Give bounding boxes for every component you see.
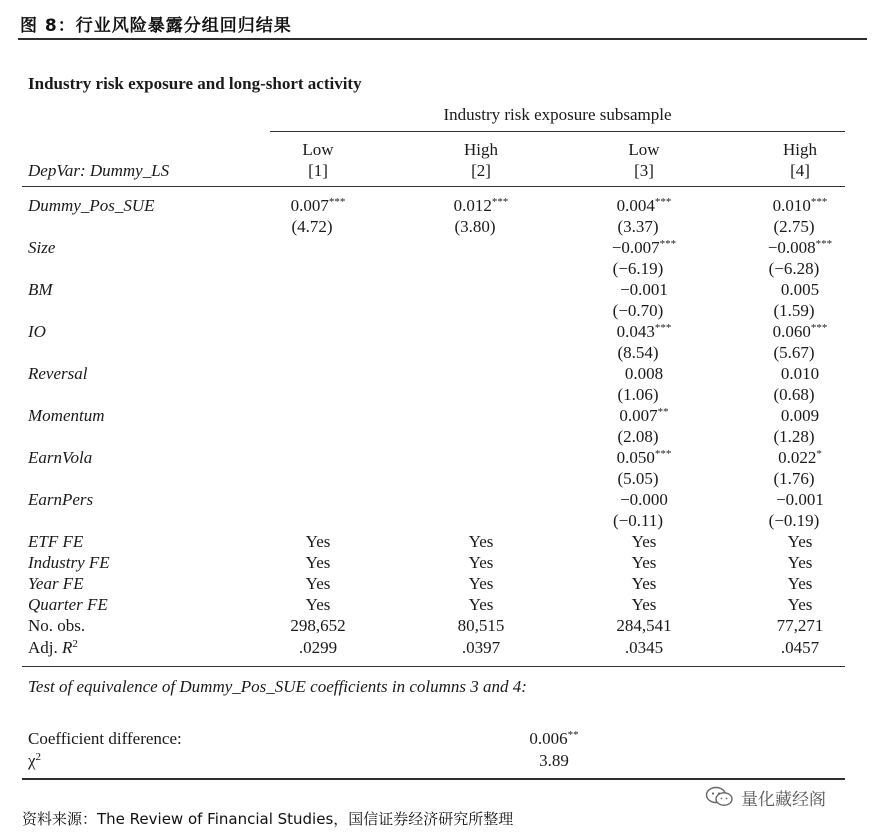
- fixed-effect-name: ETF FE: [28, 532, 84, 551]
- variable-name: Momentum: [28, 406, 105, 425]
- variable-name: Size: [28, 238, 56, 257]
- fixed-effect-value: Yes: [631, 595, 657, 614]
- figure-header: [0, 0, 885, 40]
- test-row-value: 0.006**: [529, 729, 579, 748]
- t-stat-value: (2.08): [617, 427, 659, 446]
- variable-name: Dummy_Pos_SUE: [28, 196, 155, 215]
- t-stat-value: (−0.70): [612, 301, 664, 320]
- source-note: 资料来源：The Review of Financial Studies，国信证券经济研究所整理: [22, 810, 514, 828]
- fixed-effect-value: Yes: [468, 532, 494, 551]
- fixed-effect-value: Yes: [787, 532, 813, 551]
- variable-name: EarnPers: [28, 490, 94, 509]
- dep-var-label: DepVar: Dummy_LS: [28, 161, 170, 180]
- figure-title: 图 8：行业风险暴露分组回归结果: [20, 16, 292, 36]
- t-stat-value: (8.54): [617, 343, 659, 362]
- stat-value: 80,515: [457, 616, 505, 635]
- test-title: Test of equivalence of Dummy_Pos_SUE coefficients in columns 3 and 4:: [28, 677, 527, 696]
- coefficient-value: 0.005: [780, 280, 820, 299]
- t-stat-value: (1.28): [773, 427, 815, 446]
- fixed-effect-value: Yes: [787, 574, 813, 593]
- t-stat-value: (−0.11): [612, 511, 664, 530]
- t-stat-value: (2.75): [773, 217, 815, 236]
- coefficient-value: −0.001: [620, 280, 668, 299]
- stat-value: .0397: [461, 638, 501, 657]
- watermark-text: 量化藏经阁: [741, 789, 826, 810]
- fixed-effect-name: Year FE: [28, 574, 84, 593]
- column-label: High: [464, 140, 498, 159]
- stat-value: 77,271: [776, 616, 824, 635]
- fixed-effect-value: Yes: [468, 553, 494, 572]
- variable-name: Reversal: [28, 364, 88, 383]
- wechat-icon: [705, 786, 735, 808]
- header-rule: [18, 38, 867, 40]
- stat-value: 284,541: [616, 616, 672, 635]
- coefficient-value: 0.007**: [619, 406, 669, 425]
- coefficient-value: 0.060***: [772, 322, 828, 341]
- fixed-effect-value: Yes: [631, 553, 657, 572]
- test-row-name: Coefficient difference:: [28, 729, 182, 748]
- fixed-effect-value: Yes: [305, 574, 331, 593]
- t-stat-value: (1.06): [617, 385, 659, 404]
- fixed-effect-value: Yes: [305, 532, 331, 551]
- stat-name: No. obs.: [28, 616, 86, 635]
- fixed-effect-name: Industry FE: [28, 553, 110, 572]
- coefficient-value: 0.007***: [290, 196, 346, 215]
- stat-value: 298,652: [290, 616, 346, 635]
- coefficient-value: 0.010: [780, 364, 820, 383]
- coefficient-value: 0.012***: [453, 196, 509, 215]
- coefficient-value: 0.022*: [778, 448, 822, 467]
- t-stat-value: (5.05): [617, 469, 659, 488]
- coefficient-value: −0.001: [776, 490, 824, 509]
- fixed-effect-value: Yes: [305, 553, 331, 572]
- group-rule: [270, 131, 845, 132]
- table-bottom-rule: [22, 666, 845, 667]
- coefficient-value: 0.010***: [772, 196, 828, 215]
- column-number: [1]: [308, 161, 328, 180]
- group-label: Industry risk exposure subsample: [443, 105, 672, 124]
- header-bottom-rule: [22, 186, 845, 187]
- fixed-effect-value: Yes: [787, 553, 813, 572]
- column-number: [3]: [634, 161, 654, 180]
- t-stat-value: (−6.19): [612, 259, 664, 278]
- coefficient-value: 0.009: [780, 406, 820, 425]
- fixed-effect-value: Yes: [631, 574, 657, 593]
- t-stat-value: (4.72): [291, 217, 333, 236]
- table-title: Industry risk exposure and long-short activity: [28, 74, 362, 93]
- variable-name: BM: [28, 280, 53, 299]
- fixed-effect-value: Yes: [305, 595, 331, 614]
- test-row-name: $\chi^2$: [28, 751, 42, 770]
- stat-name: Adj. $R^2$: [28, 638, 78, 657]
- fixed-effect-value: Yes: [631, 532, 657, 551]
- t-stat-value: (−6.28): [768, 259, 820, 278]
- column-number: [4]: [790, 161, 810, 180]
- fixed-effect-value: Yes: [468, 595, 494, 614]
- coefficient-value: −0.007***: [611, 238, 677, 257]
- t-stat-value: (1.76): [773, 469, 815, 488]
- t-stat-value: (5.67): [773, 343, 815, 362]
- coefficient-value: 0.008: [624, 364, 664, 383]
- fixed-effect-value: Yes: [787, 595, 813, 614]
- t-stat-value: (1.59): [773, 301, 815, 320]
- coefficient-value: −0.008***: [767, 238, 833, 257]
- column-label: High: [783, 140, 817, 159]
- t-stat-value: (3.37): [617, 217, 659, 236]
- coefficient-value: 0.004***: [616, 196, 672, 215]
- variable-name: EarnVola: [28, 448, 93, 467]
- t-stat-value: (3.80): [454, 217, 496, 236]
- column-label: Low: [628, 140, 660, 159]
- stat-value: .0457: [780, 638, 820, 657]
- coefficient-value: −0.000: [620, 490, 668, 509]
- test-row-value: 3.89: [539, 751, 569, 770]
- figure-bottom-rule: [22, 778, 845, 780]
- variable-name: IO: [28, 322, 46, 341]
- fixed-effect-value: Yes: [468, 574, 494, 593]
- column-number: [2]: [471, 161, 491, 180]
- stat-value: .0345: [624, 638, 664, 657]
- t-stat-value: (−0.19): [768, 511, 820, 530]
- coefficient-value: 0.050***: [616, 448, 672, 467]
- coefficient-value: 0.043***: [616, 322, 672, 341]
- stat-value: .0299: [298, 638, 338, 657]
- t-stat-value: (0.68): [773, 385, 815, 404]
- fixed-effect-name: Quarter FE: [28, 595, 108, 614]
- column-label: Low: [302, 140, 334, 159]
- watermark: [705, 783, 826, 811]
